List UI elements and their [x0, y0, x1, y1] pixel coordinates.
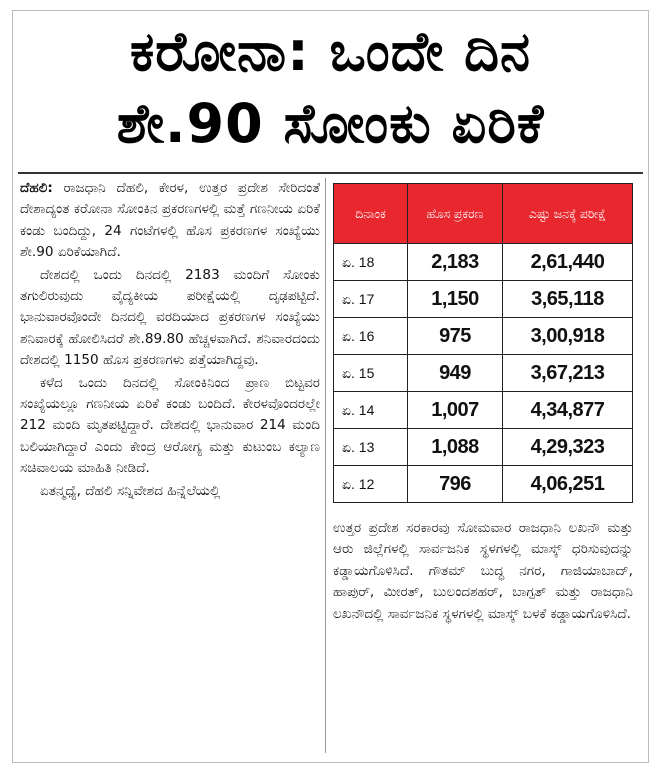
table-row	[334, 244, 633, 281]
table-row	[334, 429, 633, 466]
header-new-cases: ಹೊಸ ಪ್ರಕರಣ	[408, 184, 503, 244]
row-date: ಏ. 13	[334, 429, 408, 466]
row-tested: 3,00,918	[503, 318, 633, 355]
dateline: ದೆಹಲಿ:	[20, 180, 53, 196]
covid-stats-table	[333, 183, 633, 503]
row-tested: 4,06,251	[503, 466, 633, 503]
row-new-cases: 975	[408, 318, 503, 355]
row-tested: 4,29,323	[503, 429, 633, 466]
table-row	[334, 392, 633, 429]
headline-line-2: ಶೇ.90 ಸೋಂಕು ಏರಿಕೆ	[116, 92, 545, 155]
article-paragraph-5: ಉತ್ತರ ಪ್ರದೇಶ ಸರಕಾರವು ಸೋಮವಾರ ರಾಜಧಾನಿ ಲಖನೌ ಮತ್ತು ಆರು ಜಿಲ್ಲೆಗಳಲ್ಲಿ ಸಾರ್ವಜನಿಕ ಸ್ಥಳಗಳಲ್ಲಿ ಮಾಸ್ಕ್ ಧರಿಸುವುದನ್ನು ಕಡ್ಡಾಯಗೊಳಿಸಿದೆ. ಗೌತಮ್ ಬುದ್ಧ ನಗರ, ಗಾಜಿಯಾಬಾದ್, ಹಾಪುರ್, ಮೀರತ್, ಬುಲಂದಶಹರ್, ಬಾಗ್ಪತ್ ಮತ್ತು ರಾಜಧಾನಿ ಲಖನೌದಲ್ಲಿ ಸಾರ್ವಜನಿಕ ಸ್ಥಳಗಳಲ್ಲಿ ಮಾಸ್ಕ್ ಬಳಕೆ ಕಡ್ಡಾಯಗೊಳಿಸಿದೆ.	[333, 520, 633, 622]
article-paragraph-4: ಏತನ್ಮಧ್ಯೆ, ದೆಹಲಿ ಸನ್ನಿವೇಶದ ಹಿನ್ನೆಲೆಯಲ್ಲಿ	[40, 482, 221, 499]
table-row	[334, 466, 633, 503]
article-paragraph-3: ಕಳೆದ ಒಂದು ದಿನದಲ್ಲಿ ಸೋಂಕಿನಿಂದ ಪ್ರಾಣ ಬಿಟ್ಟವರ ಸಂಖ್ಯೆಯಲ್ಲೂ ಗಣನೀಯ ಏರಿಕೆ ಕಂಡು ಬಂದಿದೆ. ಕೇರಳವೊಂದರಲ್ಲೇ 212 ಮಂದಿ ಮೃತಪಟ್ಟಿದ್ದಾರೆ. ದೇಶದಲ್ಲಿ ಭಾನುವಾರ 214 ಮಂದಿ ಬಲಿಯಾಗಿದ್ದಾರೆ ಎಂದು ಕೇಂದ್ರ ಆರೋಗ್ಯ ಮತ್ತು ಕುಟುಂಬ ಕಲ್ಯಾಣ ಸಚಿವಾಲಯ ಮಾಹಿತಿ ನೀಡಿದೆ.	[20, 374, 320, 477]
row-new-cases: 796	[408, 466, 503, 503]
row-new-cases: 2,183	[408, 244, 503, 281]
table-header-row	[334, 184, 633, 244]
stats-table-wrapper	[333, 183, 633, 503]
header-tested: ಎಷ್ಟು ಜನಕ್ಕೆ ಪರೀಕ್ಷೆ	[503, 184, 633, 244]
row-tested: 3,67,213	[503, 355, 633, 392]
row-tested: 3,65,118	[503, 281, 633, 318]
row-new-cases: 1,150	[408, 281, 503, 318]
article-column-left	[20, 178, 320, 756]
table-row	[334, 281, 633, 318]
row-date: ಏ. 15	[334, 355, 408, 392]
row-date: ಏ. 16	[334, 318, 408, 355]
article-paragraph-1	[20, 178, 320, 264]
article-paragraph-2: ದೇಶದಲ್ಲಿ ಒಂದು ದಿನದಲ್ಲಿ 2183 ಮಂದಿಗೆ ಸೋಂಕು ತಗುಲಿರುವುದು ವೈದ್ಯಕೀಯ ಪರೀಕ್ಷೆಯಲ್ಲಿ ದೃಢಪಟ್ಟಿದೆ. ಭಾನುವಾರವೊಂದೇ ದಿನದಲ್ಲಿ ವರದಿಯಾದ ಪ್ರಕರಣಗಳ ಸಂಖ್ಯೆಯು ಶನಿವಾರಕ್ಕೆ ಹೋಲಿಸಿದರೆ ಶೇ.89.80 ಹೆಚ್ಚಳವಾಗಿದೆ. ಶನಿವಾರದಂದು ದೇಶದಲ್ಲಿ 1150 ಹೊಸ ಪ್ರಕರಣಗಳು ಪತ್ತೆಯಾಗಿದ್ದವು.	[20, 266, 320, 369]
row-date: ಏ. 14	[334, 392, 408, 429]
row-new-cases: 1,088	[408, 429, 503, 466]
headline-line-1: ಕರೋನಾ: ಒಂದೇ ದಿನ	[129, 20, 532, 83]
article-paragraph-1-text: ರಾಜಧಾನಿ ದೆಹಲಿ, ಕೇರಳ, ಉತ್ತರ ಪ್ರದೇಶ ಸೇರಿದಂತೆ ದೇಶಾದ್ಯಂತ ಕರೋನಾ ಸೋಂಕಿನ ಪ್ರಕರಣಗಳಲ್ಲಿ ಮತ್ತೆ ಗಣನೀಯ ಏರಿಕೆ ಕಂಡು ಬಂದಿದ್ದು, 24 ಗಂಟೆಗಳಲ್ಲಿ ಹೊಸ ಪ್ರಕರಣಗಳ ಸಂಖ್ಯೆಯು ಶೇ.90 ಏರಿಕೆಯಾಗಿದೆ.	[20, 180, 320, 261]
article-column-right	[333, 518, 633, 754]
header-date: ದಿನಾಂಕ	[334, 184, 408, 244]
row-date: ಏ. 17	[334, 281, 408, 318]
headline	[18, 16, 643, 160]
row-new-cases: 1,007	[408, 392, 503, 429]
row-tested: 2,61,440	[503, 244, 633, 281]
row-new-cases: 949	[408, 355, 503, 392]
table-row	[334, 355, 633, 392]
row-date: ಏ. 18	[334, 244, 408, 281]
table-row	[334, 318, 633, 355]
headline-rule	[18, 172, 643, 174]
row-tested: 4,34,877	[503, 392, 633, 429]
row-date: ಏ. 12	[334, 466, 408, 503]
column-divider	[325, 178, 326, 753]
